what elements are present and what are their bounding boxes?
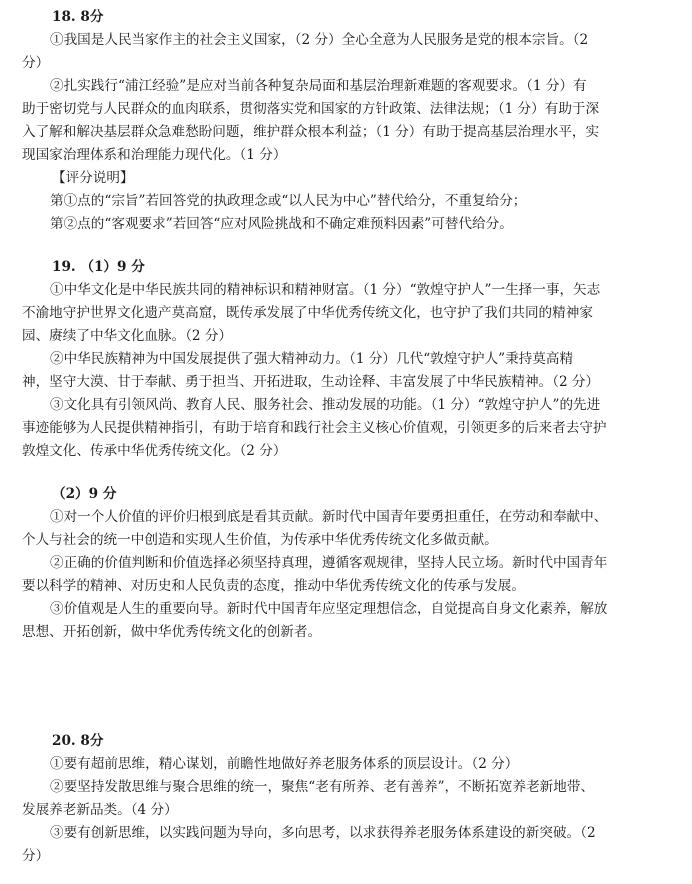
q18-scoring-note: 第①点的“宗旨”若回答党的执政理念或“以人民为中心”替代给分，不重复给分； — [50, 193, 527, 209]
q19-line: ①中华文化是中华民族共同的精神标识和精神财富。（1 分）“敦煌守护人”一生择一事，矢志 — [50, 282, 601, 298]
q19-line: 园、赓续了中华文化血脉。（2 分） — [22, 328, 233, 344]
q20-line: ①要有超前思维，精心谋划，前瞻性地做好养老服务体系的顶层设计。（2 分） — [50, 756, 519, 772]
q20-header: 20. 8分 — [52, 733, 104, 749]
q19-part2-line: 思想、开拓创新，做中华优秀传统文化的创新者。 — [22, 624, 322, 640]
q18-header: 18. 8分 — [52, 9, 104, 25]
q20-line: 发展养老新品类。（4 分） — [22, 802, 178, 818]
q18-line: ①我国是人民当家作主的社会主义国家，（2 分）全心全意为人民服务是党的根本宗旨。（2 — [50, 32, 589, 48]
q19-part2-line: 个人与社会的统一中创造和实现人生价值，为传承中华优秀传统文化多做贡献。 — [22, 532, 498, 548]
q19-line: 不渝地守护世界文化遗产莫高窟，既传承发展了中华优秀传统文化，也守护了我们共同的精神家 — [22, 305, 593, 321]
q20-line: ③要有创新思维，以实践问题为导向，多向思考，以求获得养老服务体系建设的新突破。（2 — [50, 825, 596, 841]
q20-line: 分） — [22, 848, 50, 864]
q18-line: 助于密切党与人民群众的血肉联系，贯彻落实党和国家的方针政策、法律法规；（1 分）有助于深 — [22, 101, 600, 117]
q18-line: 现国家治理体系和治理能力现代化。（1 分） — [22, 147, 287, 163]
q19-line: 神，坚守大漠、甘于奉献、勇于担当、开拓进取，生动诠释、丰富发展了中华民族精神。（2 分） — [22, 374, 600, 390]
q19-line: ②中华民族精神为中国发展提供了强大精神动力。（1 分）几代“敦煌守护人”秉持莫高精 — [50, 351, 574, 367]
q18-scoring-note: 第②点的“客观要求”若回答“应对风险挑战和不确定难预料因素”可替代给分。 — [50, 216, 513, 232]
q18-scoring-note-title: 【评分说明】 — [52, 170, 134, 186]
q19-line: 事迹能够为人民提供精神指引，有助于培育和践行社会主义核心价值观，引领更多的后来者去守护 — [22, 420, 607, 436]
q19-header: 19. （1）9 分 — [52, 259, 145, 275]
q19-part2-line: 要以科学的精神、对历史和人民负责的态度，推动中华优秀传统文化的传承与发展。 — [22, 578, 525, 594]
q19-part2-line: ①对一个人价值的评价归根到底是看其贡献。新时代中国青年要勇担重任，在劳动和奉献中、 — [50, 509, 608, 525]
q18-line: ②扎实践行“浦江经验”是应对当前各种复杂局面和基层治理新难题的客观要求。（1 分）有 — [50, 78, 587, 94]
q19-part2-line: ③价值观是人生的重要向导。新时代中国青年应坚定理想信念，自觉提高自身文化素养，解放 — [50, 601, 608, 617]
q20-line: ②要坚持发散思维与聚合思维的统一，聚焦“老有所养、老有善养”，不断拓宽养老新地带、 — [50, 779, 595, 795]
q19-part2-line: ②正确的价值判断和价值选择必须坚持真理，遵循客观规律，坚持人民立场。新时代中国青年 — [50, 555, 608, 571]
q19-part2-header: （2）9 分 — [52, 486, 117, 502]
q19-line: ③文化具有引领风尚、教育人民、服务社会、推动发展的功能。（1 分）“敦煌守护人”的先进 — [50, 397, 601, 413]
q18-line: 入了解和解决基层群众急难愁盼问题，维护群众根本利益；（1 分）有助于提高基层治理水平，实 — [22, 124, 600, 140]
q19-line: 敦煌文化、传承中华优秀传统文化。（2 分） — [22, 443, 287, 459]
q18-line: 分） — [22, 55, 50, 71]
